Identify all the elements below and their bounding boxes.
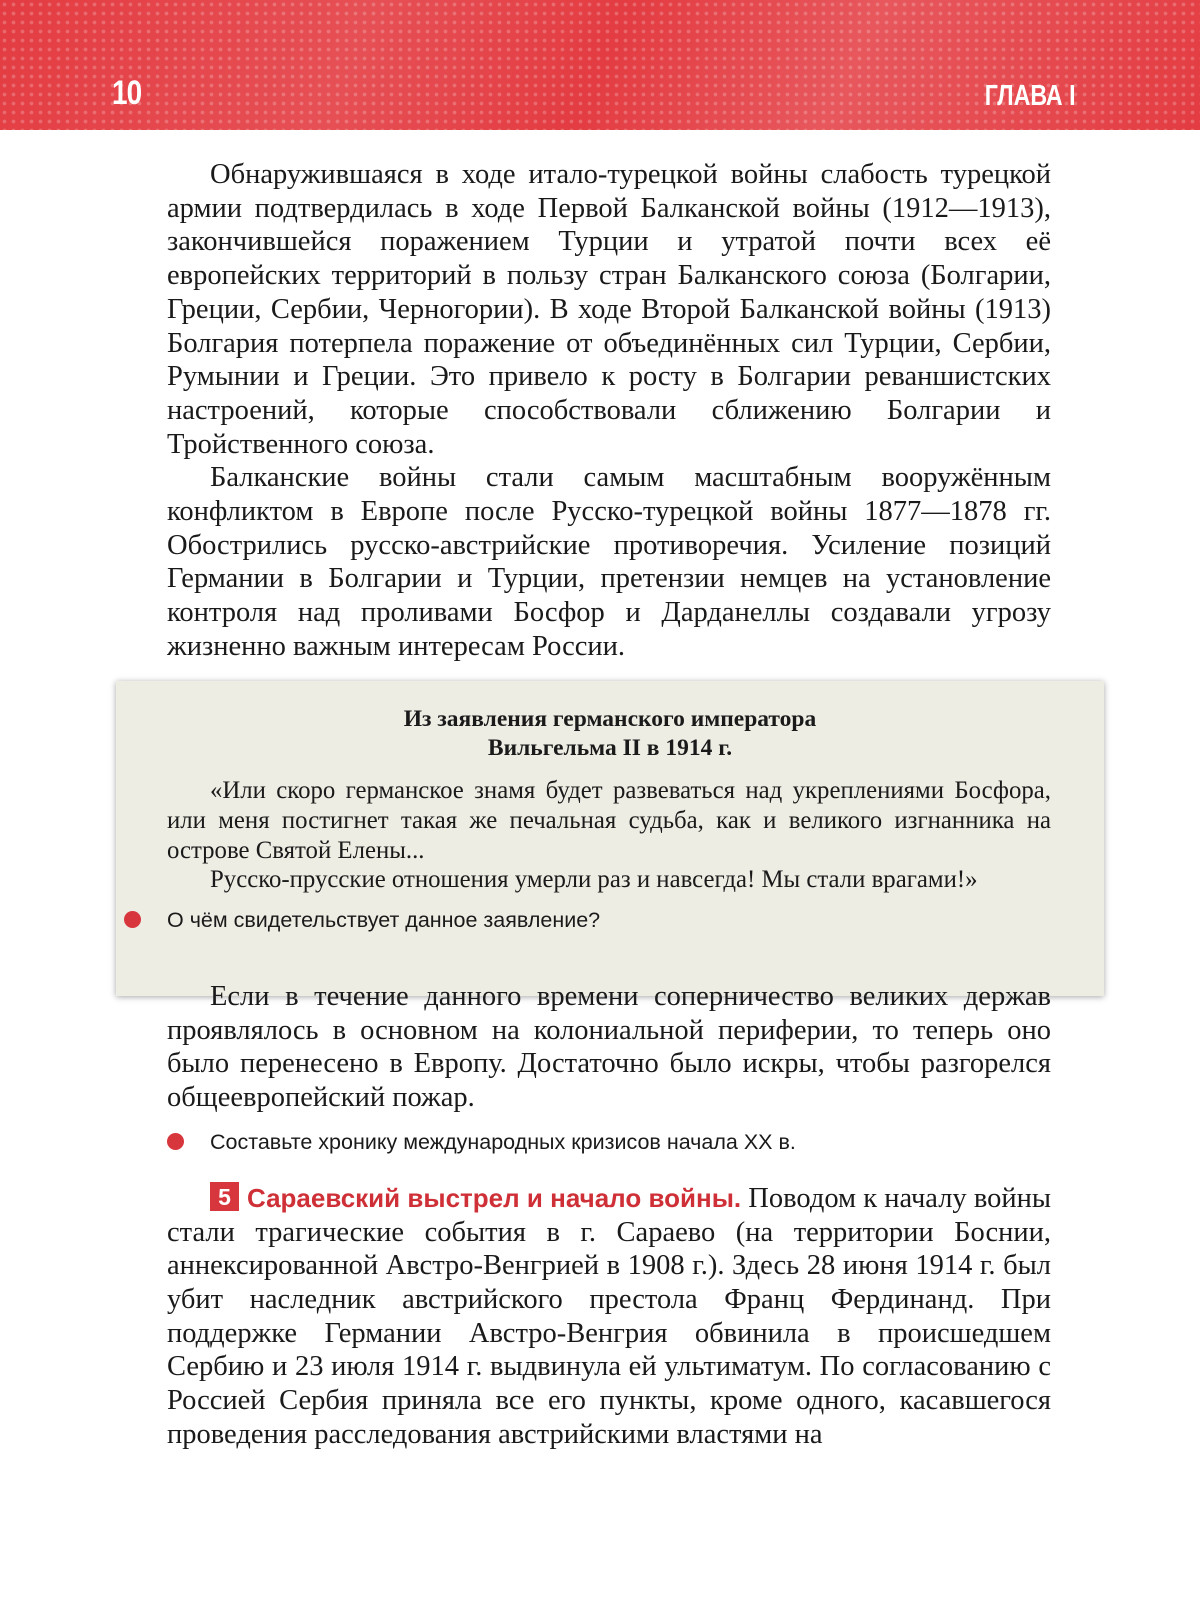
section-5-paragraph [167,1182,1051,1452]
section-number-badge: 5 [210,1182,239,1211]
chapter-label: ГЛАВА I [985,80,1076,112]
section-title: Сараевский выстрел и начало войны. [247,1182,742,1213]
paragraph-balkan-conflict: Балканские войны стали самым масштабным вооружённым конфликтом в Европе после Русско-турецкой войны 1877—1878 гг. Обострились русско-австрийские противоречия. Усиление позиций Германии в Болгарии и Турции, претензии немцев на установление контроля над проливами Босфор и Дарданеллы создавали угрозу жизненно важным интересам России. [167,462,1051,662]
main-text-bottom [167,980,1051,1451]
quote-paragraph-1: «Или скоро германское знамя будет развеваться над укреплениями Босфора, или меня постигнет такая же печальная судьба, как и великого изгнанника на острове Святой Елены... [167,777,1051,864]
main-text-top [167,158,1051,664]
bullet-icon [167,1133,184,1150]
paragraph-rivalry: Если в течение данного времени соперничество великих держав проявлялось в основном на колониальной периферии, то теперь оно было перенесено в Европу. Достаточно было искры, чтобы разгорелся общеевропейский пожар. [167,981,1051,1114]
page-number: 10 [112,74,142,112]
quote-question-text: О чём свидетельствует данное заявление? [167,908,601,933]
page-header [0,0,1200,130]
quote-body [167,776,1051,934]
quote-title-line1: Из заявления германского императора [403,706,817,732]
bullet-icon [124,911,141,928]
task-item [167,1128,1051,1156]
source-quote-box [116,681,1104,996]
task-text: Составьте хронику международных кризисов начала XX в. [210,1129,796,1154]
paragraph-balkan-wars: Обнаружившаяся в ходе итало-турецкой войны слабость турецкой армии подтвердилась в ходе Первой Балканской войны (1912—1913), закончившейся поражением Турции и утратой почти всех её европейских территорий в пользу стран Балканского союза (Болгарии, Греции, Сербии, Черногории). В ходе Второй Балканской войны (1913) Болгария потерпела поражение от объединённых сил Турции, Сербии, Румынии и Греции. Это привело к росту в Болгарии реваншистских настроений, которые способствовали сближению Болгарии и Тройственного союза. [167,159,1051,460]
quote-paragraph-2: Русско-прусские отношения умерли раз и навсегда! Мы стали врагами!» [210,866,978,894]
quote-title [116,705,1104,763]
quote-question [124,906,1051,934]
section-text: Поводом к началу войны стали трагические события в г. Сараево (на территории Боснии, аннексированной Австро-Венгрией в 1908 г.). Здесь 28 июня 1914 г. был убит наследник австрийского престола Франц Фердинанд. При поддержке Германии Австро-Венгрия обвинила в происшедшем Сербию и 23 июля 1914 г. выдвинула ей ультиматум. По согласованию с Россией Сербия приняла все его пункты, кроме одного, касавшегося проведения расследования австрийскими властями на [167,1182,1052,1450]
quote-title-line2: Вильгельма II в 1914 г. [487,735,733,761]
